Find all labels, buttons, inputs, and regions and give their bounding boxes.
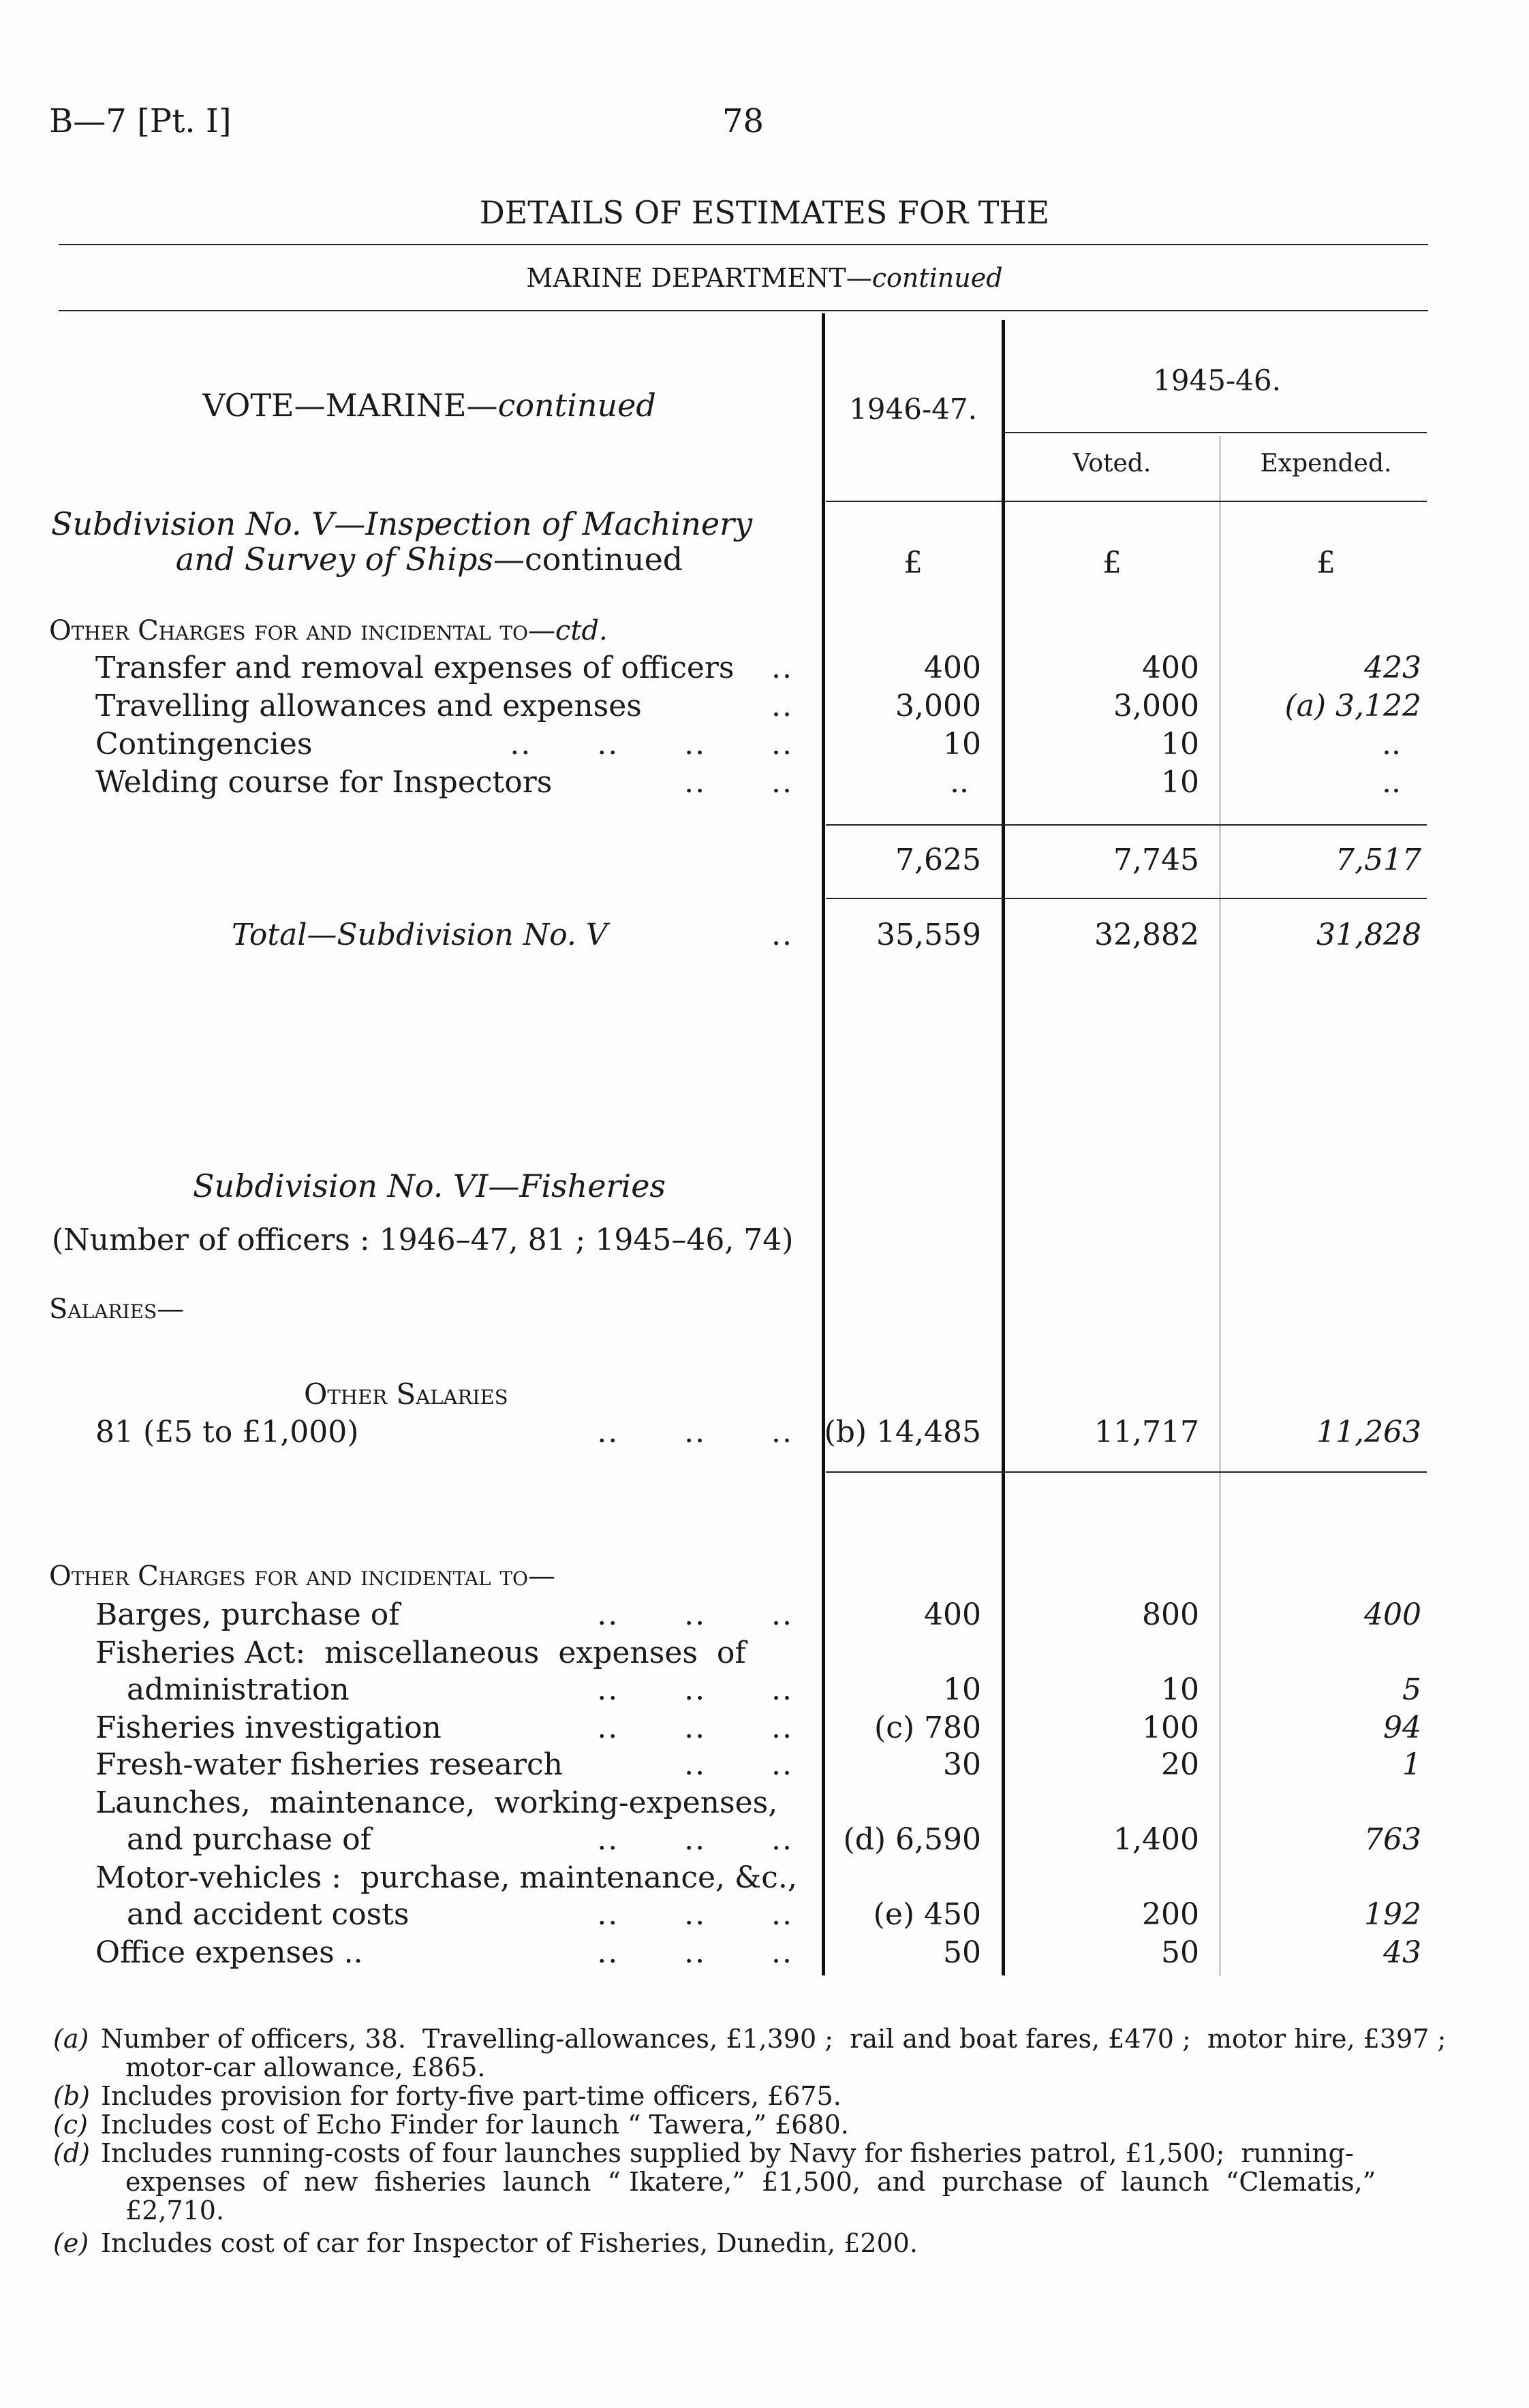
row-label: Office expenses .. — [95, 1935, 363, 1970]
value-1946: 10 — [943, 727, 981, 762]
currency-expended: £ — [1316, 546, 1335, 580]
other-charges-heading-5: Other Charges for and incidental to—ctd. — [49, 615, 608, 646]
leader-dots: .. .. .. — [597, 1897, 793, 1932]
leader-dots: .. .. .. — [597, 1597, 793, 1632]
column-rule-1946 — [1002, 320, 1005, 1975]
value-1946: (d) 6,590 — [843, 1822, 981, 1857]
row-label: Fisheries investigation — [95, 1710, 442, 1745]
column-header-1946: 1946-47. — [849, 392, 977, 426]
value-1946: 30 — [943, 1747, 981, 1782]
page-number: 78 — [722, 102, 764, 140]
value-expended: 400 — [1364, 1597, 1421, 1632]
other-charges-heading-6: Other Charges for and incidental to— — [49, 1561, 555, 1592]
row-label: Launches, maintenance, working-expenses, — [95, 1785, 778, 1820]
row-label-continued: and purchase of — [127, 1822, 371, 1857]
rule-above-total — [826, 898, 1427, 899]
value-voted: 1,400 — [1113, 1822, 1199, 1857]
leader-dots: .. .. .. — [597, 1935, 793, 1970]
row-label: 81 (£5 to £1,000) — [95, 1415, 359, 1450]
rule-under-department — [59, 310, 1428, 311]
value-1946: .. — [950, 765, 969, 800]
subtotal-voted: 7,745 — [1113, 843, 1199, 877]
value-1946: 3,000 — [895, 689, 981, 723]
rule-above-subtotal — [826, 824, 1427, 826]
value-voted: 800 — [1142, 1597, 1199, 1632]
value-expended: 192 — [1364, 1897, 1421, 1932]
value-expended: (a) 3,122 — [1284, 689, 1421, 723]
footnote-text-continued: £2,710. — [125, 2195, 225, 2225]
leader-dots: .. .. .. — [597, 1710, 793, 1745]
footnote-text: Includes provision for forty-five part-time officers, £675. — [101, 2081, 841, 2111]
leader-dots: .. — [771, 918, 793, 952]
value-1946: (e) 450 — [873, 1897, 981, 1932]
footnote-mark: (d) — [53, 2138, 90, 2168]
leader-dots: .. .. .. — [597, 1415, 793, 1450]
other-salaries-heading: Other Salaries — [304, 1377, 508, 1411]
footnote-text: Includes cost of Echo Finder for launch “ Tawera,” £680. — [101, 2110, 849, 2140]
rule-under-salaries — [826, 1471, 1427, 1473]
footnote-mark: (b) — [53, 2081, 90, 2111]
leader-dots: .. .. — [684, 1747, 793, 1782]
subtotal-1946: 7,625 — [895, 843, 981, 877]
row-label-continued: and accident costs — [127, 1897, 410, 1932]
department-heading: MARINE DEPARTMENT—continued — [526, 263, 1003, 293]
row-label: Fresh-water fisheries research — [95, 1747, 563, 1782]
footnote-mark: (a) — [53, 2024, 89, 2054]
value-voted: 3,000 — [1113, 689, 1199, 723]
subdivision-6-title: Subdivision No. VI—Fisheries — [192, 1168, 666, 1204]
footnote-text-continued: expenses of new fisheries launch “ Ikatere,” £1,500, and purchase of launch “Clematis,” — [125, 2167, 1376, 2197]
column-header-expended: Expended. — [1260, 450, 1392, 478]
value-expended: 11,263 — [1316, 1415, 1421, 1450]
total-expended: 31,828 — [1316, 918, 1421, 952]
value-expended: 5 — [1402, 1672, 1421, 1707]
value-voted: 400 — [1142, 651, 1199, 685]
page-title: DETAILS OF ESTIMATES FOR THE — [479, 194, 1050, 231]
value-expended: .. — [1382, 727, 1401, 762]
leader-dots: .. .. .. — [597, 1672, 793, 1707]
leader-dots: .. .. .. — [597, 1822, 793, 1857]
subtotal-expended: 7,517 — [1335, 843, 1421, 877]
value-1946: 400 — [924, 651, 981, 685]
leader-dots: .. .. — [684, 765, 793, 800]
value-expended: 1 — [1402, 1747, 1421, 1782]
value-1946: 10 — [943, 1672, 981, 1707]
total-1946: 35,559 — [876, 918, 981, 952]
value-expended: 43 — [1383, 1935, 1421, 1970]
row-label: Barges, purchase of — [95, 1597, 400, 1632]
officers-note: (Number of officers : 1946–47, 81 ; 1945–46, 74) — [52, 1223, 794, 1257]
value-voted: 10 — [1161, 727, 1199, 762]
total-voted: 32,882 — [1094, 918, 1199, 952]
value-1946: (b) 14,485 — [824, 1415, 981, 1450]
footnote-text: Includes cost of car for Inspector of Fisheries, Dunedin, £200. — [101, 2228, 918, 2258]
footnote-text: Number of officers, 38. Travelling-allowances, £1,390 ; rail and boat fares, £470 ; motor hire, £397 ; — [101, 2024, 1447, 2054]
value-voted: 100 — [1142, 1710, 1199, 1745]
value-voted: 10 — [1161, 765, 1199, 800]
subdivision-5-title-line2: and Survey of Ships—continued — [175, 541, 683, 578]
row-label: Welding course for Inspectors — [95, 765, 553, 800]
footnote-text: Includes running-costs of four launches supplied by Navy for fisheries patrol, £1,500; running- — [101, 2138, 1354, 2168]
currency-voted: £ — [1102, 546, 1122, 580]
row-label-continued: administration — [127, 1672, 350, 1707]
document-reference: B—7 [Pt. I] — [49, 102, 232, 140]
value-voted: 10 — [1161, 1672, 1199, 1707]
column-header-voted: Voted. — [1072, 450, 1152, 478]
value-voted: 50 — [1161, 1935, 1199, 1970]
value-expended: 423 — [1364, 651, 1421, 685]
value-1946: (c) 780 — [874, 1710, 981, 1745]
vote-title: VOTE—MARINE—continued — [202, 387, 656, 424]
value-1946: 50 — [943, 1935, 981, 1970]
leader-dots: .. — [771, 651, 793, 685]
currency-1946: £ — [904, 546, 923, 580]
value-expended: .. — [1382, 765, 1401, 800]
row-label: Fisheries Act: miscellaneous expenses of — [95, 1636, 746, 1670]
value-voted: 20 — [1161, 1747, 1199, 1782]
subdivision-5-title: Subdivision No. V—Inspection of Machinery — [51, 505, 753, 542]
row-label: Contingencies — [95, 727, 313, 762]
column-header-1945: 1945-46. — [1153, 364, 1281, 397]
footnote-mark: (c) — [53, 2110, 88, 2140]
rule-under-1945 — [1004, 432, 1427, 433]
total-label: Total—Subdivision No. V — [232, 918, 608, 952]
footnote-mark: (e) — [53, 2228, 89, 2258]
value-voted: 11,717 — [1094, 1415, 1199, 1450]
value-1946: 400 — [924, 1597, 981, 1632]
column-rule-left — [822, 313, 825, 1975]
row-label: Motor-vehicles : purchase, maintenance, &c., — [95, 1860, 797, 1895]
leader-dots: .. .. .. .. — [510, 727, 793, 762]
row-label: Travelling allowances and expenses — [95, 689, 642, 723]
value-expended: 94 — [1383, 1710, 1421, 1745]
rule-top — [59, 244, 1428, 245]
value-expended: 763 — [1364, 1822, 1421, 1857]
rule-under-headers — [826, 501, 1427, 502]
salaries-heading: Salaries— — [49, 1294, 185, 1325]
leader-dots: .. — [771, 689, 793, 723]
row-label: Transfer and removal expenses of officers — [95, 651, 735, 685]
value-voted: 200 — [1142, 1897, 1199, 1932]
footnote-text-continued: motor-car allowance, £865. — [125, 2052, 486, 2082]
